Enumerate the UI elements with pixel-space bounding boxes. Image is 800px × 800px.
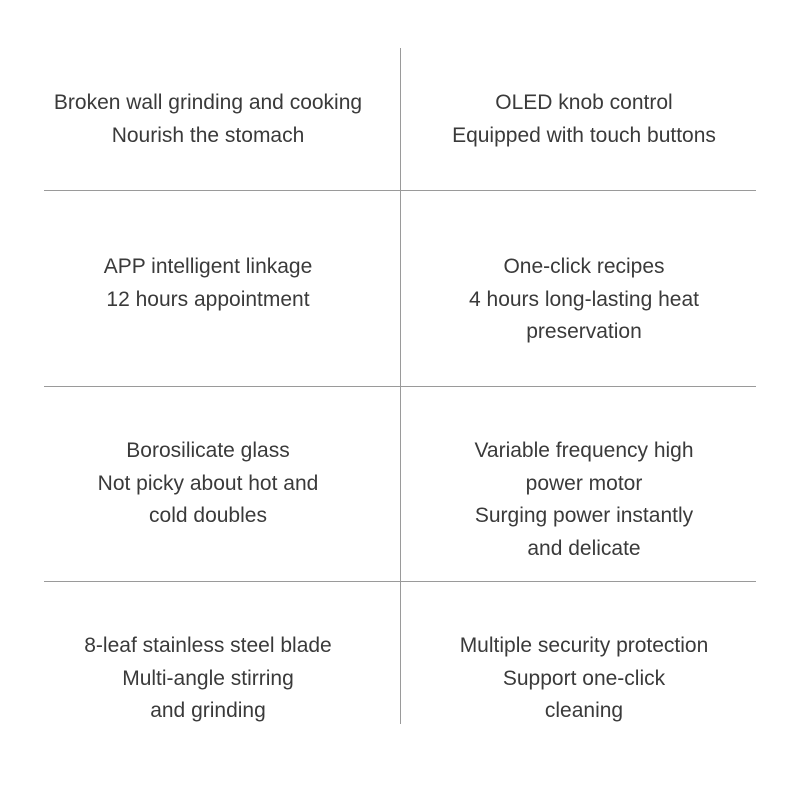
feature-cell-oled-knob bbox=[406, 87, 762, 152]
feature-cell-motor bbox=[406, 435, 762, 565]
feature-line: preservation bbox=[526, 320, 642, 343]
feature-cell-glass bbox=[30, 435, 386, 533]
feature-line: One-click recipes bbox=[503, 255, 665, 278]
feature-cell-security bbox=[406, 630, 762, 728]
feature-cell-app-linkage bbox=[30, 251, 386, 316]
horizontal-divider-3 bbox=[44, 581, 756, 582]
feature-line: cleaning bbox=[544, 699, 624, 722]
feature-line: Nourish the stomach bbox=[111, 123, 305, 147]
feature-line: Multi-angle stirring bbox=[122, 666, 294, 690]
feature-line: 12 hours appointment bbox=[106, 287, 310, 311]
horizontal-divider-1 bbox=[44, 190, 756, 191]
feature-line: and grinding bbox=[150, 699, 266, 722]
feature-line: Support one-click bbox=[502, 666, 666, 690]
feature-line: Multiple security protection bbox=[459, 634, 709, 657]
feature-line: Broken wall grinding and cooking bbox=[53, 91, 363, 114]
feature-line: Equipped with touch buttons bbox=[452, 123, 716, 147]
feature-line: 4 hours long-lasting heat bbox=[469, 287, 699, 311]
feature-line: OLED knob control bbox=[495, 91, 673, 114]
feature-line: Not picky about hot and bbox=[97, 471, 319, 495]
feature-line: cold doubles bbox=[149, 504, 267, 527]
horizontal-divider-2 bbox=[44, 386, 756, 387]
feature-line: Surging power instantly bbox=[474, 504, 694, 527]
feature-line: and delicate bbox=[527, 536, 641, 560]
feature-line: Variable frequency high bbox=[474, 439, 694, 462]
feature-line: 8-leaf stainless steel blade bbox=[84, 634, 332, 657]
feature-cell-blade bbox=[30, 630, 386, 728]
feature-line: APP intelligent linkage bbox=[103, 255, 313, 278]
feature-line: Borosilicate glass bbox=[126, 439, 290, 462]
feature-cell-grinding bbox=[30, 87, 386, 152]
feature-line: power motor bbox=[525, 471, 643, 495]
feature-cell-recipes bbox=[406, 251, 762, 349]
